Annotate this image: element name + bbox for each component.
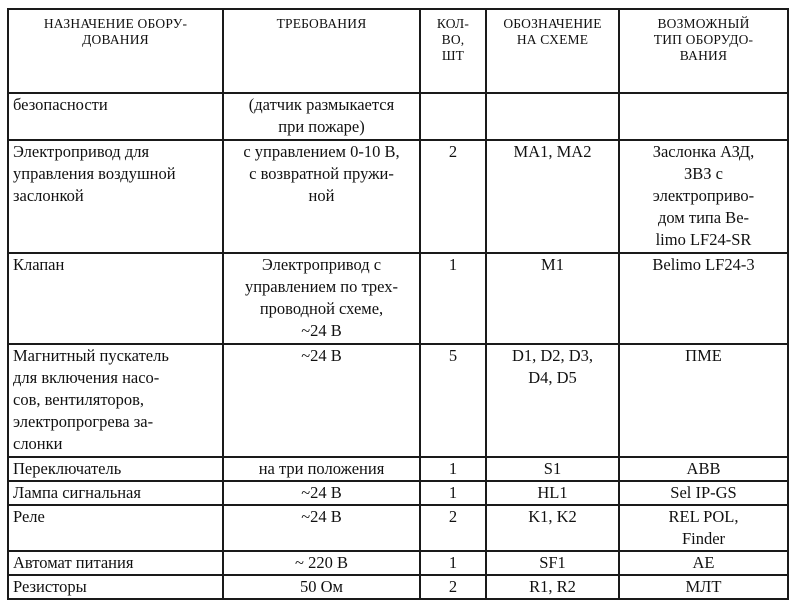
cell-quantity: 1: [420, 457, 486, 481]
cell-purpose: Реле: [8, 505, 223, 551]
cell-quantity: 2: [420, 140, 486, 253]
header-designation: ОБОЗНАЧЕНИЕ НА СХЕМЕ: [486, 9, 619, 93]
cell-quantity: 2: [420, 575, 486, 599]
cell-requirements: ~24 В: [223, 481, 420, 505]
cell-purpose: Автомат питания: [8, 551, 223, 575]
cell-requirements: (датчик размыкается при пожаре): [223, 93, 420, 140]
cell-quantity: 2: [420, 505, 486, 551]
table-row: [8, 457, 788, 481]
table-row: [8, 344, 788, 457]
cell-type: Sel IP-GS: [619, 481, 788, 505]
table-header-row: [8, 9, 788, 93]
cell-quantity: 1: [420, 551, 486, 575]
cell-type: REL POL, Finder: [619, 505, 788, 551]
cell-requirements: ~24 В: [223, 505, 420, 551]
cell-type: МЛТ: [619, 575, 788, 599]
cell-purpose: безопасности: [8, 93, 223, 140]
cell-designation: МА1, МА2: [486, 140, 619, 253]
cell-type: Заслонка АЗД, ЗВЗ с электроприво- дом типа Be- limo LF24-SR: [619, 140, 788, 253]
cell-type: ABB: [619, 457, 788, 481]
header-type: ВОЗМОЖНЫЙ ТИП ОБОРУДО- ВАНИЯ: [619, 9, 788, 93]
header-purpose: НАЗНАЧЕНИЕ ОБОРУ- ДОВАНИЯ: [8, 9, 223, 93]
cell-purpose: Резисторы: [8, 575, 223, 599]
cell-type: AE: [619, 551, 788, 575]
table-row: [8, 93, 788, 140]
cell-quantity: 1: [420, 481, 486, 505]
table-row: [8, 140, 788, 253]
cell-requirements: 50 Ом: [223, 575, 420, 599]
cell-designation: R1, R2: [486, 575, 619, 599]
cell-designation: S1: [486, 457, 619, 481]
cell-purpose: Электропривод для управления воздушной заслонкой: [8, 140, 223, 253]
cell-purpose: Переключатель: [8, 457, 223, 481]
cell-requirements: на три положения: [223, 457, 420, 481]
cell-designation: K1, K2: [486, 505, 619, 551]
cell-designation: D1, D2, D3, D4, D5: [486, 344, 619, 457]
cell-requirements: ~24 В: [223, 344, 420, 457]
cell-type: ПМЕ: [619, 344, 788, 457]
cell-requirements: с управлением 0-10 В, с возвратной пружи- ной: [223, 140, 420, 253]
cell-quantity: 1: [420, 253, 486, 344]
table-row: [8, 481, 788, 505]
cell-requirements: ~ 220 В: [223, 551, 420, 575]
table-row: [8, 551, 788, 575]
cell-purpose: Магнитный пускатель для включения насо- сов, вентиляторов, электропрогрева за- слонки: [8, 344, 223, 457]
table-row: [8, 505, 788, 551]
equipment-table: [7, 8, 789, 600]
cell-quantity: 5: [420, 344, 486, 457]
cell-quantity: [420, 93, 486, 140]
cell-designation: [486, 93, 619, 140]
cell-purpose: Клапан: [8, 253, 223, 344]
cell-type: [619, 93, 788, 140]
cell-designation: М1: [486, 253, 619, 344]
header-requirements: ТРЕБОВАНИЯ: [223, 9, 420, 93]
cell-type: Belimo LF24-3: [619, 253, 788, 344]
cell-purpose: Лампа сигнальная: [8, 481, 223, 505]
cell-designation: HL1: [486, 481, 619, 505]
table-row: [8, 253, 788, 344]
cell-requirements: Электропривод с управлением по трех- проводной схеме, ~24 В: [223, 253, 420, 344]
table-row: [8, 575, 788, 599]
cell-designation: SF1: [486, 551, 619, 575]
header-quantity: КОЛ- ВО, ШТ: [420, 9, 486, 93]
